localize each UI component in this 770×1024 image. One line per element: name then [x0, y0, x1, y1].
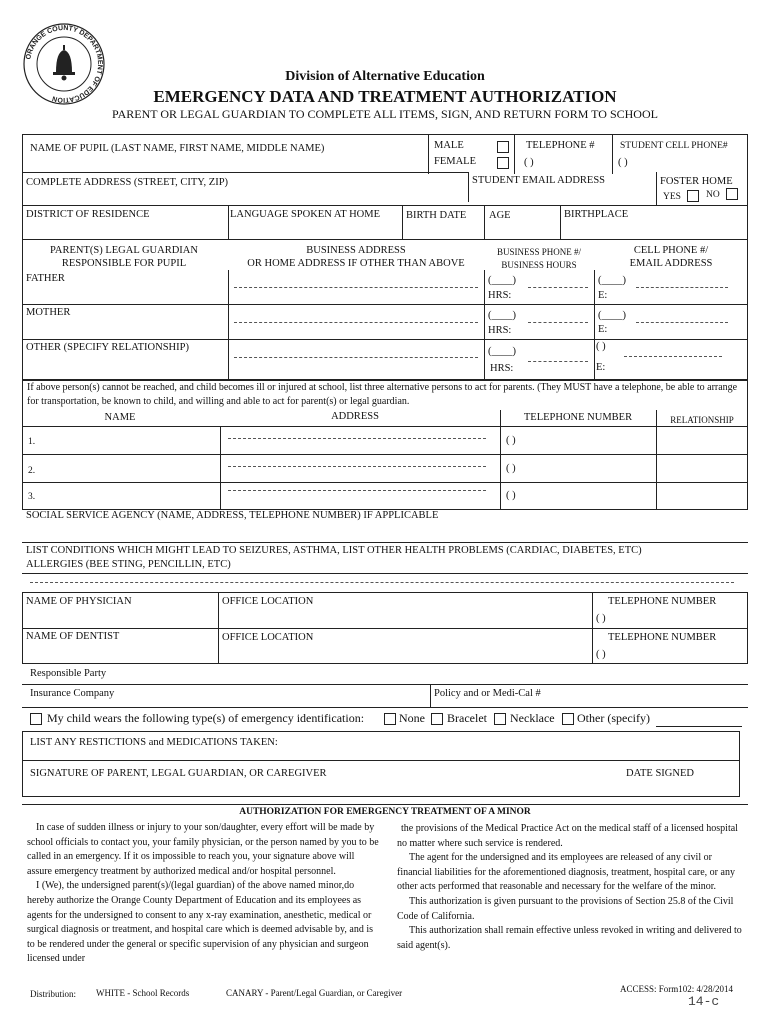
- none-label: None: [399, 711, 425, 725]
- foster-home-label: FOSTER HOME: [660, 176, 733, 187]
- emergency-id-checkbox[interactable]: [30, 713, 42, 725]
- distribution-label: Distribution:: [30, 989, 77, 999]
- alternates-instructions: If above person(s) cannot be reached, and child becomes ill or injured at school, list three alternative persons to act for parents. (They MUST have a telephone, be able to arrange for transportation, be known to child, and willing and able to act for parent(s) or legal guardian.: [27, 382, 738, 407]
- auth-right-p4: This authorization shall remain effective unless revoked in writing and delivered to said agent(s).: [397, 925, 742, 951]
- form-title: EMERGENCY DATA AND TREATMENT AUTHORIZATION: [153, 87, 617, 106]
- alt-telephone-2[interactable]: ( ): [506, 463, 516, 474]
- svg-text:ORANGE COUNTY DEPARTMENT OF ED: ORANGE COUNTY DEPARTMENT OF EDUCATION: [25, 24, 104, 104]
- age-label: AGE: [489, 210, 511, 221]
- alt-row-number: 3.: [28, 492, 36, 502]
- mother-business-phone[interactable]: (____): [488, 310, 516, 321]
- alt-telephone-1[interactable]: ( ): [506, 435, 516, 446]
- distribution-canary: CANARY - Parent/Legal Guardian, or Caregiver: [226, 988, 403, 998]
- foster-yes-label: YES: [663, 192, 681, 202]
- father-label: FATHER: [26, 273, 65, 284]
- insurance-company-label: Insurance Company: [30, 688, 115, 699]
- alt-address-line-1[interactable]: [228, 438, 486, 439]
- foster-no-label: NO: [706, 190, 720, 200]
- mother-hours[interactable]: HRS:: [488, 325, 512, 336]
- student-cell-field[interactable]: ( ): [618, 157, 628, 168]
- female-label: FEMALE: [434, 156, 476, 167]
- auth-right-p3: This authorization is given pursuant to the provisions of Section 25.8 of the Civil Code of California.: [397, 895, 734, 922]
- alt-relationship-header: RELATIONSHIP: [670, 415, 734, 425]
- student-email-label: STUDENT EMAIL ADDRESS: [472, 175, 606, 186]
- authorization-right-column: [397, 822, 745, 953]
- physician-telephone-label: TELEPHONE NUMBER: [608, 596, 717, 607]
- birth-date-label: BIRTH DATE: [406, 210, 467, 221]
- father-business-phone[interactable]: (____): [488, 275, 516, 286]
- student-cell-label: STUDENT CELL PHONE#: [620, 141, 728, 151]
- restrictions-label: LIST ANY RESTICTIONS and MEDICATIONS TAKEN:: [30, 737, 278, 748]
- telephone-field[interactable]: ( ): [524, 157, 534, 168]
- birthplace-label: BIRTHPLACE: [564, 209, 629, 220]
- other-email[interactable]: E:: [596, 362, 606, 373]
- emergency-id-label: My child wears the following type(s) of emergency identification:: [47, 711, 365, 725]
- form-code: 14-c: [688, 994, 720, 1009]
- address-label: COMPLETE ADDRESS (STREET, CITY, ZIP): [26, 177, 229, 188]
- other-cell[interactable]: ( ): [596, 341, 606, 352]
- dentist-office-label: OFFICE LOCATION: [222, 632, 314, 643]
- mother-address-line[interactable]: [234, 322, 478, 323]
- other-address-line[interactable]: [234, 357, 478, 358]
- pupil-name-label: NAME OF PUPIL (LAST NAME, FIRST NAME, MIDDLE NAME): [30, 143, 325, 154]
- foster-no-checkbox[interactable]: [726, 188, 738, 200]
- cell-col-header: CELL PHONE #/ EMAIL ADDRESS: [629, 245, 713, 269]
- telephone-label: TELEPHONE #: [526, 140, 595, 151]
- division-title: Division of Alternative Education: [285, 69, 485, 84]
- female-checkbox[interactable]: [497, 157, 509, 169]
- access-form-number: ACCESS: Form102: 4/28/2014: [620, 984, 734, 994]
- mother-cell[interactable]: (____): [598, 310, 626, 321]
- alt-address-line-2[interactable]: [228, 466, 486, 467]
- bracelet-label: Bracelet: [447, 711, 487, 725]
- physician-telephone-field[interactable]: ( ): [596, 613, 606, 624]
- alt-address-line-3[interactable]: [228, 490, 486, 491]
- other-business-phone[interactable]: (____): [488, 346, 516, 357]
- form-subtitle: PARENT OR LEGAL GUARDIAN TO COMPLETE ALL ITEMS, SIGN, AND RETURN FORM TO SCHOOL: [112, 107, 658, 121]
- district-label: DISTRICT OF RESIDENCE: [26, 209, 150, 220]
- alt-telephone-header: TELEPHONE NUMBER: [523, 412, 633, 423]
- male-label: MALE: [434, 140, 464, 151]
- other-hours[interactable]: HRS:: [490, 363, 514, 374]
- auth-right-p2: The agent for the undersigned and its employees are released of any civil or financial liabilities for the aforementioned diagnosis, treatment, hospital care, or any other acts performed that reasonable and necessary for the welfare of the minor.: [397, 852, 735, 893]
- distribution-white: WHITE - School Records: [96, 988, 190, 998]
- necklace-checkbox[interactable]: [494, 713, 506, 725]
- language-label: LANGUAGE SPOKEN AT HOME: [230, 209, 381, 220]
- father-cell[interactable]: (____): [598, 275, 626, 286]
- other-label: OTHER (SPECIFY RELATIONSHIP): [26, 342, 189, 353]
- alt-row-number: 1.: [28, 437, 36, 447]
- bracelet-checkbox[interactable]: [431, 713, 443, 725]
- dentist-telephone-label: TELEPHONE NUMBER: [608, 632, 717, 643]
- authorization-heading: AUTHORIZATION FOR EMERGENCY TREATMENT OF A MINOR: [239, 807, 531, 817]
- physician-label: NAME OF PHYSICIAN: [26, 596, 132, 607]
- foster-yes-checkbox[interactable]: [687, 190, 699, 202]
- father-address-line[interactable]: [234, 287, 478, 288]
- alt-telephone-3[interactable]: ( ): [506, 490, 516, 501]
- allergies-line[interactable]: [30, 582, 734, 583]
- guardian-col-header: PARENT(S) LEGAL GUARDIAN RESPONSIBLE FOR PUPIL: [50, 245, 198, 269]
- physician-office-label: OFFICE LOCATION: [222, 596, 314, 607]
- responsible-party-label: Responsible Party: [30, 668, 107, 679]
- alt-row-number: 2.: [28, 466, 36, 476]
- social-service-label: SOCIAL SERVICE AGENCY (NAME, ADDRESS, TELEPHONE NUMBER) IF APPLICABLE: [26, 510, 439, 521]
- father-hours[interactable]: HRS:: [488, 290, 512, 301]
- other-checkbox[interactable]: [562, 713, 574, 725]
- father-email[interactable]: E:: [598, 290, 608, 301]
- date-signed-label: DATE SIGNED: [626, 768, 694, 779]
- other-label: Other (specify): [577, 711, 650, 725]
- mother-email[interactable]: E:: [598, 324, 608, 335]
- auth-left-p2: I (We), the undersigned parent(s)/(legal guardian) of the above named minor,do hereby authorize the Orange County Department of Education and its employees as agents for the undersigned to consent to any x-ray examination, anesthetic, medical or surgical diagnosis or treatment, and hospital care which is deemed advisable by, and is to be rendered under the general or specific supervision of any physician and surgeon licensed under: [27, 880, 374, 965]
- male-checkbox[interactable]: [497, 141, 509, 153]
- dentist-telephone-field[interactable]: ( ): [596, 649, 606, 660]
- policy-label: Policy and or Medi-Cal #: [434, 688, 541, 699]
- address-col-header: BUSINESS ADDRESS OR HOME ADDRESS IF OTHER THAN ABOVE: [247, 245, 465, 269]
- mother-label: MOTHER: [26, 307, 71, 318]
- conditions-label: LIST CONDITIONS WHICH MIGHT LEAD TO SEIZURES, ASTHMA, LIST OTHER HEALTH PROBLEMS (CARDIAC, DIABETES, ETC): [26, 545, 642, 556]
- auth-right-p1: the provisions of the Medical Practice Act on the medical staff of a licensed hospital no matter where such service is rendered.: [397, 823, 738, 849]
- business-phone-col-header: BUSINESS PHONE #/ BUSINESS HOURS: [496, 247, 581, 270]
- alt-name-header: NAME: [104, 412, 136, 423]
- alt-address-header: ADDRESS: [331, 411, 379, 422]
- dentist-label: NAME OF DENTIST: [26, 631, 120, 642]
- allergies-label: ALLERGIES (BEE STING, PENCILLIN, ETC): [26, 559, 231, 570]
- auth-left-p1: In case of sudden illness or injury to your son/daughter, every effort will be made by school officials to contact you, your family physician, or the person named by you to be called in an emergency. If it os impossible to reach you, your signature above will assure emergency treatment by authorized medical and/or hospital personnel.: [27, 822, 379, 877]
- authorization-left-column: [27, 821, 381, 967]
- signature-label: SIGNATURE OF PARENT, LEGAL GUARDIAN, OR CAREGIVER: [30, 768, 327, 779]
- none-checkbox[interactable]: [384, 713, 396, 725]
- necklace-label: Necklace: [510, 711, 555, 725]
